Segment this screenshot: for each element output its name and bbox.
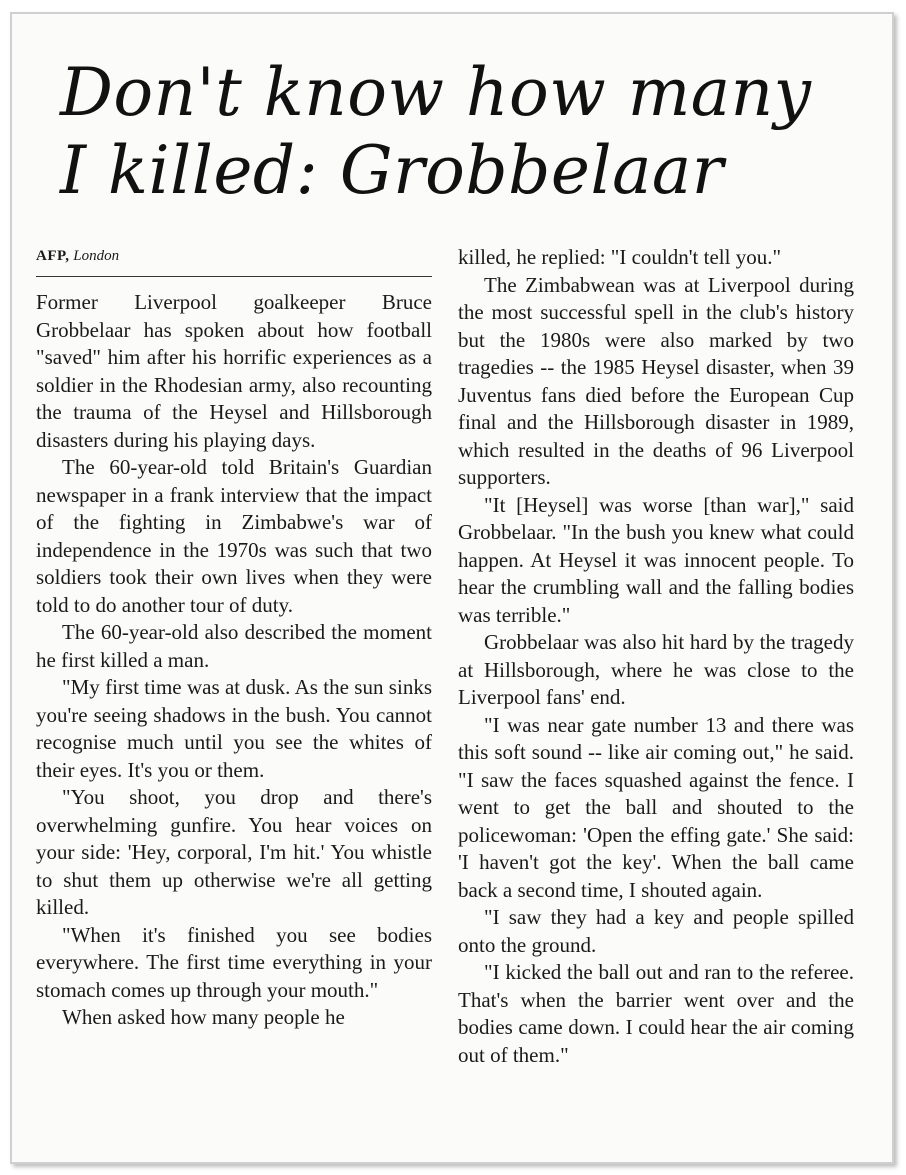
paragraph: "You shoot, you drop and there's overwhelming gunfire. You hear voices on your side: 'Hey, corporal, I'm hit.' You whistle to shut them up otherwise we're all getting killed. xyxy=(36,785,432,919)
headline-line-1: Don't know how many xyxy=(60,54,812,131)
paragraph: "My first time was at dusk. As the sun sinks you're seeing shadows in the bush. You cannot recognise much until you see the whites of their eyes. It's you or them. xyxy=(36,675,432,782)
byline xyxy=(36,244,432,277)
paragraph: The Zimbabwean was at Liverpool during the most successful spell in the club's history but the 1980s were also marked by two tragedies -- the 1985 Heysel disaster, when 39 Juventus fans died before the European Cup final and the Hillsborough disaster in 1989, which resulted in the deaths of 96 Liverpool supporters. xyxy=(458,272,854,489)
article-column-left xyxy=(36,244,432,1032)
paragraph: The 60-year-old also described the moment he first killed a man. xyxy=(36,620,432,672)
paragraph: The 60-year-old told Britain's Guardian newspaper in a frank interview that the impact of the fighting in Zimbabwe's war of independence in the 1970s was such that two soldiers took their own lives when they were told to do another tour of duty. xyxy=(36,455,432,617)
paragraph: "I was near gate number 13 and there was this soft sound -- like air coming out," he said. "I saw the faces squashed against the fence. I went to get the ball and shouted to the policewoman: 'Open the effing gate.' She said: 'I haven't got the key'. When the ball came back a second time, I shouted again. xyxy=(458,712,854,902)
headline xyxy=(60,54,880,210)
byline-place: London xyxy=(73,248,120,264)
byline-agency: AFP, xyxy=(36,248,70,264)
paragraph: "When it's finished you see bodies everywhere. The first time everything in your stomach comes up through your mouth." xyxy=(36,922,432,1002)
headline-line-2: I killed: Grobbelaar xyxy=(60,132,724,209)
article-column-right xyxy=(458,244,854,1069)
paragraph: Grobbelaar was also hit hard by the tragedy at Hillsborough, where he was close to the Liverpool fans' end. xyxy=(458,630,854,709)
paragraph: When asked how many people he xyxy=(62,1005,345,1029)
paragraph: Former Liverpool goalkeeper Bruce Grobbelaar has spoken about how football "saved" him after his horrific experiences as a soldier in the Rhodesian army, also recounting the trauma of the Heysel and Hillsborough disasters during his playing days. xyxy=(36,290,432,452)
paragraph: "I kicked the ball out and ran to the referee. That's when the barrier went over and the bodies came down. I could hear the air coming out of them." xyxy=(458,960,854,1067)
paragraph: killed, he replied: "I couldn't tell you." xyxy=(458,245,782,269)
paragraph: "I saw they had a key and people spilled onto the ground. xyxy=(458,905,854,957)
paragraph: "It [Heysel] was worse [than war]," said Grobbelaar. "In the bush you knew what could happen. At Heysel it was innocent people. To hear the crumbling wall and the falling bodies was terrible." xyxy=(458,492,854,627)
